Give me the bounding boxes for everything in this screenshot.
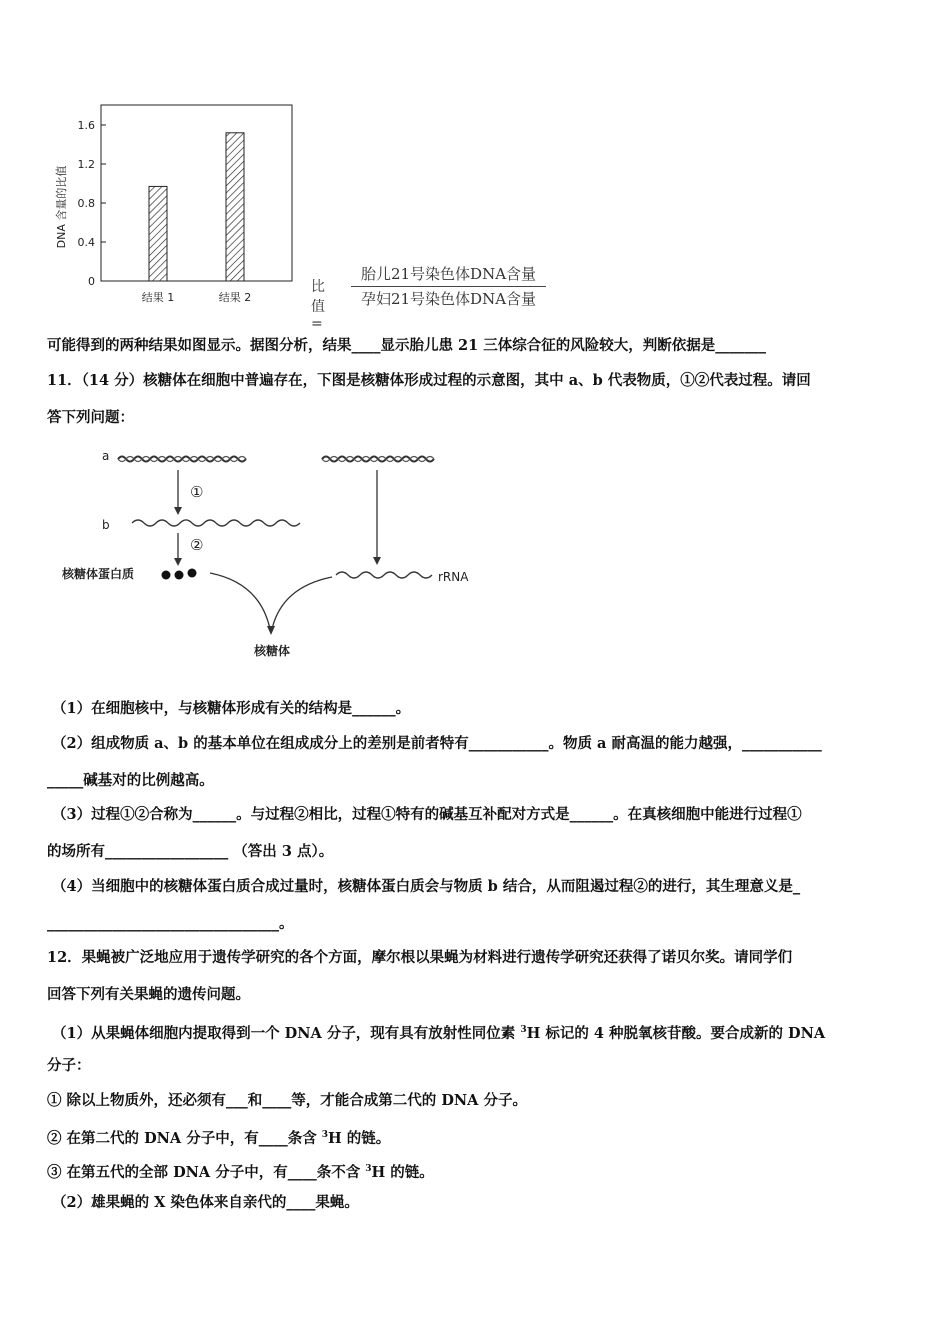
- formula-numerator: 胎儿21号染色体DNA含量: [351, 262, 546, 287]
- x-tick-label: 结果 1: [141, 291, 175, 304]
- protein-dot-1: [162, 571, 171, 580]
- q12-sub2-text-end: H 的链。: [328, 1129, 391, 1147]
- formula-denominator: 孕妇21号染色体DNA含量: [360, 290, 537, 308]
- q11-part2: （2）组成物质 a、b 的基本单位在组成成分上的差别是前者特有___________。物质 a 耐高温的能力越强，___________: [52, 735, 822, 752]
- merge-curve-left: [210, 573, 270, 629]
- q11-intro: 11．（14 分）核糖体在细胞中普遍存在，下图是核糖体形成过程的示意图，其中 a、b 代表物质，①②代表过程。请回: [47, 372, 811, 389]
- ribosomal-protein-label: 核糖体蛋白质: [62, 567, 135, 581]
- q12-sub3-text: ③ 在第五代的全部 DNA 分子中，有____条不含: [47, 1163, 366, 1181]
- arrowhead-merge: [267, 626, 275, 635]
- rrna-strand: [336, 572, 432, 578]
- q12-part1-cont: 分子：: [47, 1057, 91, 1074]
- q12-sub3: [47, 1159, 434, 1183]
- superscript-3: 3: [321, 1130, 329, 1140]
- plot-frame: [101, 105, 292, 281]
- q12-part2: （2）雄果蝇的 X 染色体来自亲代的____果蝇。: [52, 1194, 359, 1211]
- formula-fraction: [351, 262, 546, 311]
- arrowhead-step1: [174, 507, 182, 515]
- arrowhead-right-column: [373, 557, 381, 565]
- merge-curve-right: [272, 577, 332, 629]
- q12-sub2-text: ② 在第二代的 DNA 分子中，有____条含: [47, 1129, 322, 1147]
- y-axis-label: DNA 含量的比值: [55, 165, 68, 249]
- y-tick-label: 1.2: [77, 158, 95, 171]
- superscript-3: 3: [520, 1025, 527, 1035]
- q11-part3: （3）过程①②合称为______。与过程②相比，过程①特有的碱基互补配对方式是______。在真核细胞中能进行过程①: [52, 806, 802, 823]
- q12-part1-text-end: H 标记的 4 种脱氧核苷酸。要合成新的 DNA: [526, 1024, 826, 1042]
- y-tick-label: 0.4: [77, 236, 95, 249]
- q11-intro-cont: 答下列问题：: [47, 409, 134, 426]
- ribosome-formation-diagram: [60, 445, 490, 670]
- bar-result-2: [226, 133, 244, 281]
- q12-intro: 12．果蝇被广泛地应用于遗传学研究的各个方面，摩尔根以果蝇为材料进行遗传学研究还获得了诺贝尔奖。请同学们: [47, 949, 793, 966]
- superscript-3: 3: [365, 1164, 372, 1174]
- formula-label: 比值=: [311, 279, 325, 332]
- x-tick-label: 结果 2: [218, 291, 252, 304]
- q11-part1: （1）在细胞核中，与核糖体形成有关的结构是______。: [52, 700, 411, 717]
- step2-label: ②: [190, 536, 204, 554]
- q11-part4: （4）当细胞中的核糖体蛋白质合成过量时，核糖体蛋白质会与物质 b 结合，从而阻遏过程②的进行，其生理意义是_: [52, 878, 801, 895]
- label-a: a: [102, 449, 110, 463]
- q12-sub3-text-end: H 的链。: [371, 1163, 434, 1181]
- y-tick-label: 1.6: [77, 119, 95, 132]
- q12-part1-text: （1）从果蝇体细胞内提取得到一个 DNA 分子，现有具有放射性同位素: [52, 1024, 521, 1042]
- label-b: b: [102, 518, 110, 532]
- rrna-label: rRNA: [438, 570, 469, 584]
- q12-intro-cont: 回答下列有关果蝇的遗传问题。: [47, 986, 250, 1003]
- protein-dot-2: [175, 571, 184, 580]
- q12-part1: [52, 1020, 825, 1044]
- ribosome-label: 核糖体: [254, 644, 291, 658]
- rna-b: [132, 520, 300, 526]
- protein-dot-3: [188, 569, 197, 578]
- dna-ratio-bar-chart: [55, 95, 305, 310]
- q11-part4-cont: ________________________________。: [47, 915, 294, 932]
- step1-label: ①: [190, 483, 204, 501]
- q12-sub1: ① 除以上物质外，还必须有___和____等，才能合成第二代的 DNA 分子。: [47, 1092, 527, 1109]
- bar-result-1: [149, 186, 167, 281]
- q11-part3-cont: 的场所有_________________ （答出 3 点）。: [47, 843, 334, 860]
- y-tick-label: 0.8: [77, 197, 95, 210]
- result-analysis-line: 可能得到的两种结果如图显示。据图分析，结果____显示胎儿患 21 三体综合征的风险较大，判断依据是_______: [47, 337, 767, 354]
- y-tick-label: 0: [88, 275, 95, 288]
- arrowhead-step2: [174, 558, 182, 566]
- q12-sub2: [47, 1125, 390, 1149]
- q11-part2-cont: _____碱基对的比例越高。: [47, 772, 214, 789]
